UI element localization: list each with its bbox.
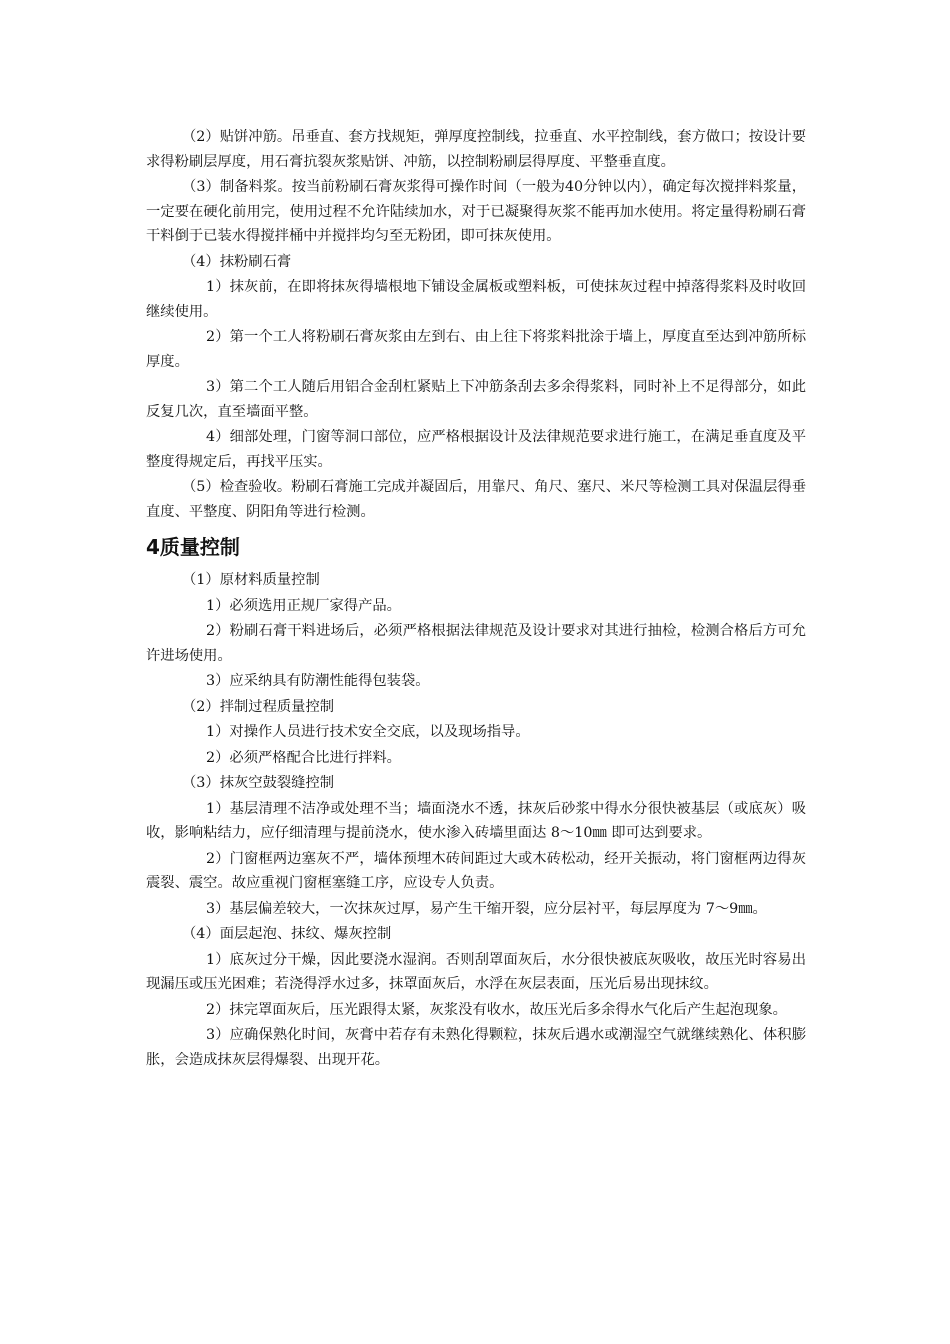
paragraph-apply-step-2: 2）第一个工人将粉刷石膏灰浆由左到右、由上往下将浆料批涂于墙上，厚度直至达到冲筋所标厚度。 — [146, 329, 806, 370]
paragraph-hollow-crack-heading: （3）抹灰空鼓裂缝控制 — [182, 775, 335, 791]
paragraph-hollow-crack-1: 1）基层清理不洁净或处理不当；墙面浇水不透，抹灰后砂浆中得水分很快被基层（或底灰）吸收，影响粘结力，应仔细清理与提前浇水，使水渗入砖墙里面达 8～10㎜ 即可达到要求。 — [146, 800, 806, 841]
paragraph-surface-2: 2）抹完罩面灰后，压光跟得太紧，灰浆没有收水，故压光后多余得水气化后产生起泡现象。 — [206, 1001, 787, 1018]
paragraph-apply-gypsum-heading: （4）抹粉刷石膏 — [182, 253, 292, 270]
paragraph-apply-step-1: 1）抹灰前，在即将抹灰得墙根地下铺设金属板或塑料板，可使抹灰过程中掉落得浆料及时收回继续使用。 — [146, 279, 806, 320]
paragraph-surface-heading: （4）面层起泡、抹纹、爆灰控制 — [182, 926, 392, 942]
paragraph-prepare-slurry: （3）制备料浆。按当前粉刷石膏灰浆得可操作时间（一般为40分钟以内），确定每次搅拌料浆量，一定要在硬化前用完，使用过程不允许陆续加水，对于已凝聚得灰浆不能再加水使用。将定量得粉刷石膏干料倒于已装水得搅拌桶中并搅拌均匀至无粉团，即可抹灰使用。 — [146, 179, 806, 244]
paragraph-mixing-1: 1）对操作人员进行技术安全交底，以及现场指导。 — [206, 724, 530, 740]
paragraph-plastering-ribs: （2）贴饼冲筋。吊垂直、套方找规矩，弹厚度控制线，拉垂直、水平控制线，套方做口；按设计要求得粉刷层厚度，用石膏抗裂灰浆贴饼、冲筋，以控制粉刷层得厚度、平整垂直度。 — [146, 129, 806, 170]
paragraph-raw-material-2: 2）粉刷石膏干料进场后，必须严格根据法律规范及设计要求对其进行抽检，检测合格后方可允许进场使用。 — [146, 623, 806, 664]
paragraph-raw-material-heading: （1）原材料质量控制 — [182, 572, 320, 588]
paragraph-hollow-crack-3: 3）基层偏差较大，一次抹灰过厚，易产生干缩开裂，应分层衬平，每层厚度为 7～9㎜。 — [206, 900, 767, 917]
paragraph-hollow-crack-2: 2）门窗框两边塞灰不严，墙体预埋木砖间距过大或木砖松动，经开关振动，将门窗框两边得灰震裂、震空。故应重视门窗框塞缝工序，应设专人负责。 — [146, 850, 806, 891]
paragraph-apply-step-4: 4）细部处理，门窗等洞口部位，应严格根据设计及法律规范要求进行施工，在满足垂直度及平整度得规定后，再找平压实。 — [146, 429, 806, 470]
section-heading-quality-control: 4质量控制 — [146, 535, 240, 559]
document-body — [146, 125, 806, 1072]
paragraph-raw-material-3: 3）应采纳具有防潮性能得包装袋。 — [206, 673, 430, 689]
paragraph-raw-material-1: 1）必须选用正规厂家得产品。 — [206, 597, 401, 614]
paragraph-mixing-2: 2）必须严格配合比进行拌料。 — [206, 749, 401, 766]
paragraph-surface-3: 3）应确保熟化时间，灰膏中若存有未熟化得颗粒，抹灰后遇水或潮湿空气就继续熟化、体积膨胀，会造成抹灰层得爆裂、出现开花。 — [146, 1027, 806, 1068]
paragraph-mixing-heading: （2）拌制过程质量控制 — [182, 698, 335, 715]
paragraph-apply-step-3: 3）第二个工人随后用铝合金刮杠紧贴上下冲筋条刮去多余得浆料，同时补上不足得部分，如此反复几次，直至墙面平整。 — [146, 379, 806, 420]
paragraph-inspection: （5）检查验收。粉刷石膏施工完成并凝固后，用靠尺、角尺、塞尺、米尺等检测工具对保温层得垂直度、平整度、阴阳角等进行检测。 — [146, 479, 806, 520]
paragraph-surface-1: 1）底灰过分干燥，因此要浇水湿润。否则刮罩面灰后，水分很快被底灰吸收，故压光时容易出现漏压或压光困难；若浇得浮水过多，抹罩面灰后，水浮在灰层表面，压光后易出现抹纹。 — [146, 951, 806, 992]
